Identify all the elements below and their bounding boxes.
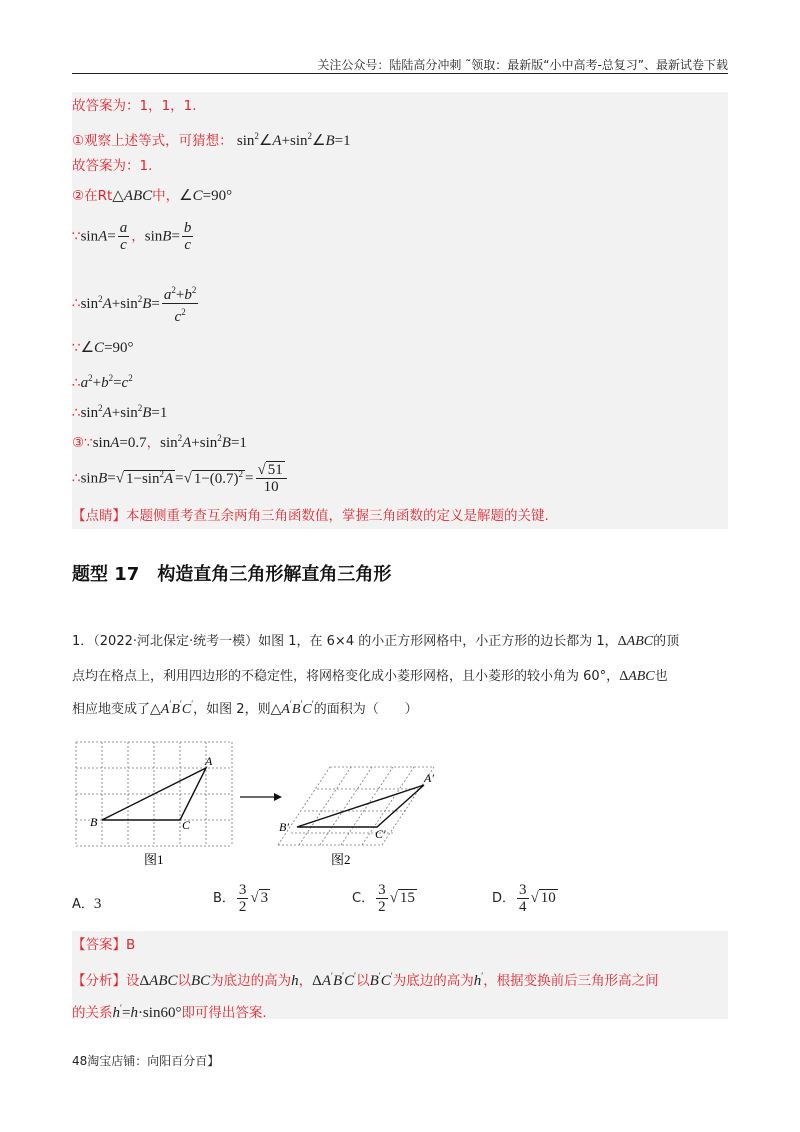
fig1-label-b: B — [90, 815, 98, 829]
sep: ， — [131, 228, 145, 245]
answer-line-2 — [72, 126, 351, 151]
fig2-label-a: A′ — [424, 771, 434, 785]
rt-mid: 中， — [152, 188, 180, 204]
header-text: 关注公众号：陆陆高分冲刺 ˜领取：最新版“小中高考-总复习”、最新试卷下载 — [317, 58, 728, 72]
question-line-1: 1．（2022·河北保定·统考一模）如图 1，在 6×4 的小正方形网格中，小正方形的边长都为 1，ΔABC的顶 — [72, 634, 680, 649]
question-line-3: 相应地变成了△A′B′C′，如图 2，则△A′B′C′的面积为（ ） — [72, 699, 418, 717]
guess-prefix: ①观察上述等式，可猜想： — [72, 133, 233, 149]
arrow-head — [274, 793, 282, 801]
footer — [72, 1052, 219, 1069]
section-title: 题型 17 构造直角三角形解直角三角形 — [72, 564, 392, 585]
analysis-label: 【分析】 — [72, 973, 126, 989]
fig2-label-c: C′ — [375, 827, 386, 841]
question-figure — [72, 737, 452, 869]
part3-prefix: ③∵ — [72, 435, 93, 451]
analysis-line-2: 的关系h′=h·sin60°即可得出答案. — [72, 1003, 267, 1021]
shop-text: 淘宝店铺：向阳百分百】 — [87, 1054, 220, 1068]
answer-line-3: 故答案为：1. — [72, 158, 153, 174]
option-c[interactable]: C． $\frac{3}{2}$ √ 15 — [352, 882, 415, 915]
answer-line-6: $\therefore\sin^2A+\sin^2B=$ $\frac{a^2+b^2}{c^2}$ — [72, 285, 197, 325]
fig2-grid — [278, 767, 434, 845]
analysis-line-1: 【分析】设ΔABC以BC为底边的高为h，ΔA′B′C′以B′C′为底边的高为h′，根据变换前后三角形高之间 — [72, 971, 659, 989]
header-rule — [72, 73, 728, 74]
option-b[interactable]: B． $\frac{3}{2}$ √ 3 — [213, 882, 269, 915]
question-line-2: 点均在格点上，利用四边形的不稳定性，将网格变化成小菱形网格，且小菱形的较小角为 60°，ΔABC也 — [72, 669, 668, 684]
triangle-abc: △ABC — [112, 188, 153, 204]
guess-formula: $\sin^2\angle A+\sin^2\angle B=1$ — [236, 131, 351, 149]
answer-line — [72, 935, 135, 955]
answer-value: B — [126, 937, 136, 953]
angle-c-90: ∠C=90° — [179, 188, 233, 204]
answer-line-8: $\therefore a^2+b^2=c^2$ — [72, 373, 133, 391]
fig2-triangle — [297, 785, 424, 827]
dianjing-line — [72, 506, 549, 526]
option-a[interactable]: A．3 — [72, 896, 102, 912]
answer-line-1: 故答案为：1，1，1. — [72, 98, 197, 114]
therefore-symbol: ∴ — [72, 295, 81, 312]
page-number: 48 — [72, 1054, 88, 1068]
answer-label: 【答案】 — [72, 937, 126, 953]
option-d[interactable]: D． $\frac{3}{4}$ √ 10 — [492, 882, 556, 915]
dianjing-label: 【点睛】 — [72, 508, 126, 524]
answer-line-11: ∴sinB=√ $1-\sin^2A$ =√ $1-(0.7)^2$ = $\frac{√ 51}{10}$ — [72, 462, 289, 495]
answer-line-9: $\therefore\sin^2A+\sin^2B=1$ — [72, 403, 168, 421]
because-symbol: ∵ — [72, 228, 81, 245]
answer-line-4 — [72, 186, 232, 206]
fig2-caption: 图2 — [331, 852, 351, 867]
answer-line-10: ③∵sinA=0.7，$\sin^2A+\sin^2B=1$ — [72, 433, 247, 451]
dianjing-text: 本题侧重考查互余两角三角函数值，掌握三角函数的定义是解题的关键. — [126, 508, 549, 524]
answer-line-7: ∵∠C=90° — [72, 340, 134, 356]
fig2-label-b: B′ — [279, 820, 289, 834]
fig1-caption: 图1 — [144, 852, 164, 867]
rt-prefix: ②在Rt — [72, 188, 113, 204]
answer-line-5: ∵sinA= $\frac{a}{c}$ ，sinB= $\frac{b}{c}$ — [72, 220, 192, 253]
fig1-label-c: C — [182, 818, 191, 832]
sep2: ， — [146, 435, 161, 451]
fig1-label-a: A — [205, 754, 213, 768]
